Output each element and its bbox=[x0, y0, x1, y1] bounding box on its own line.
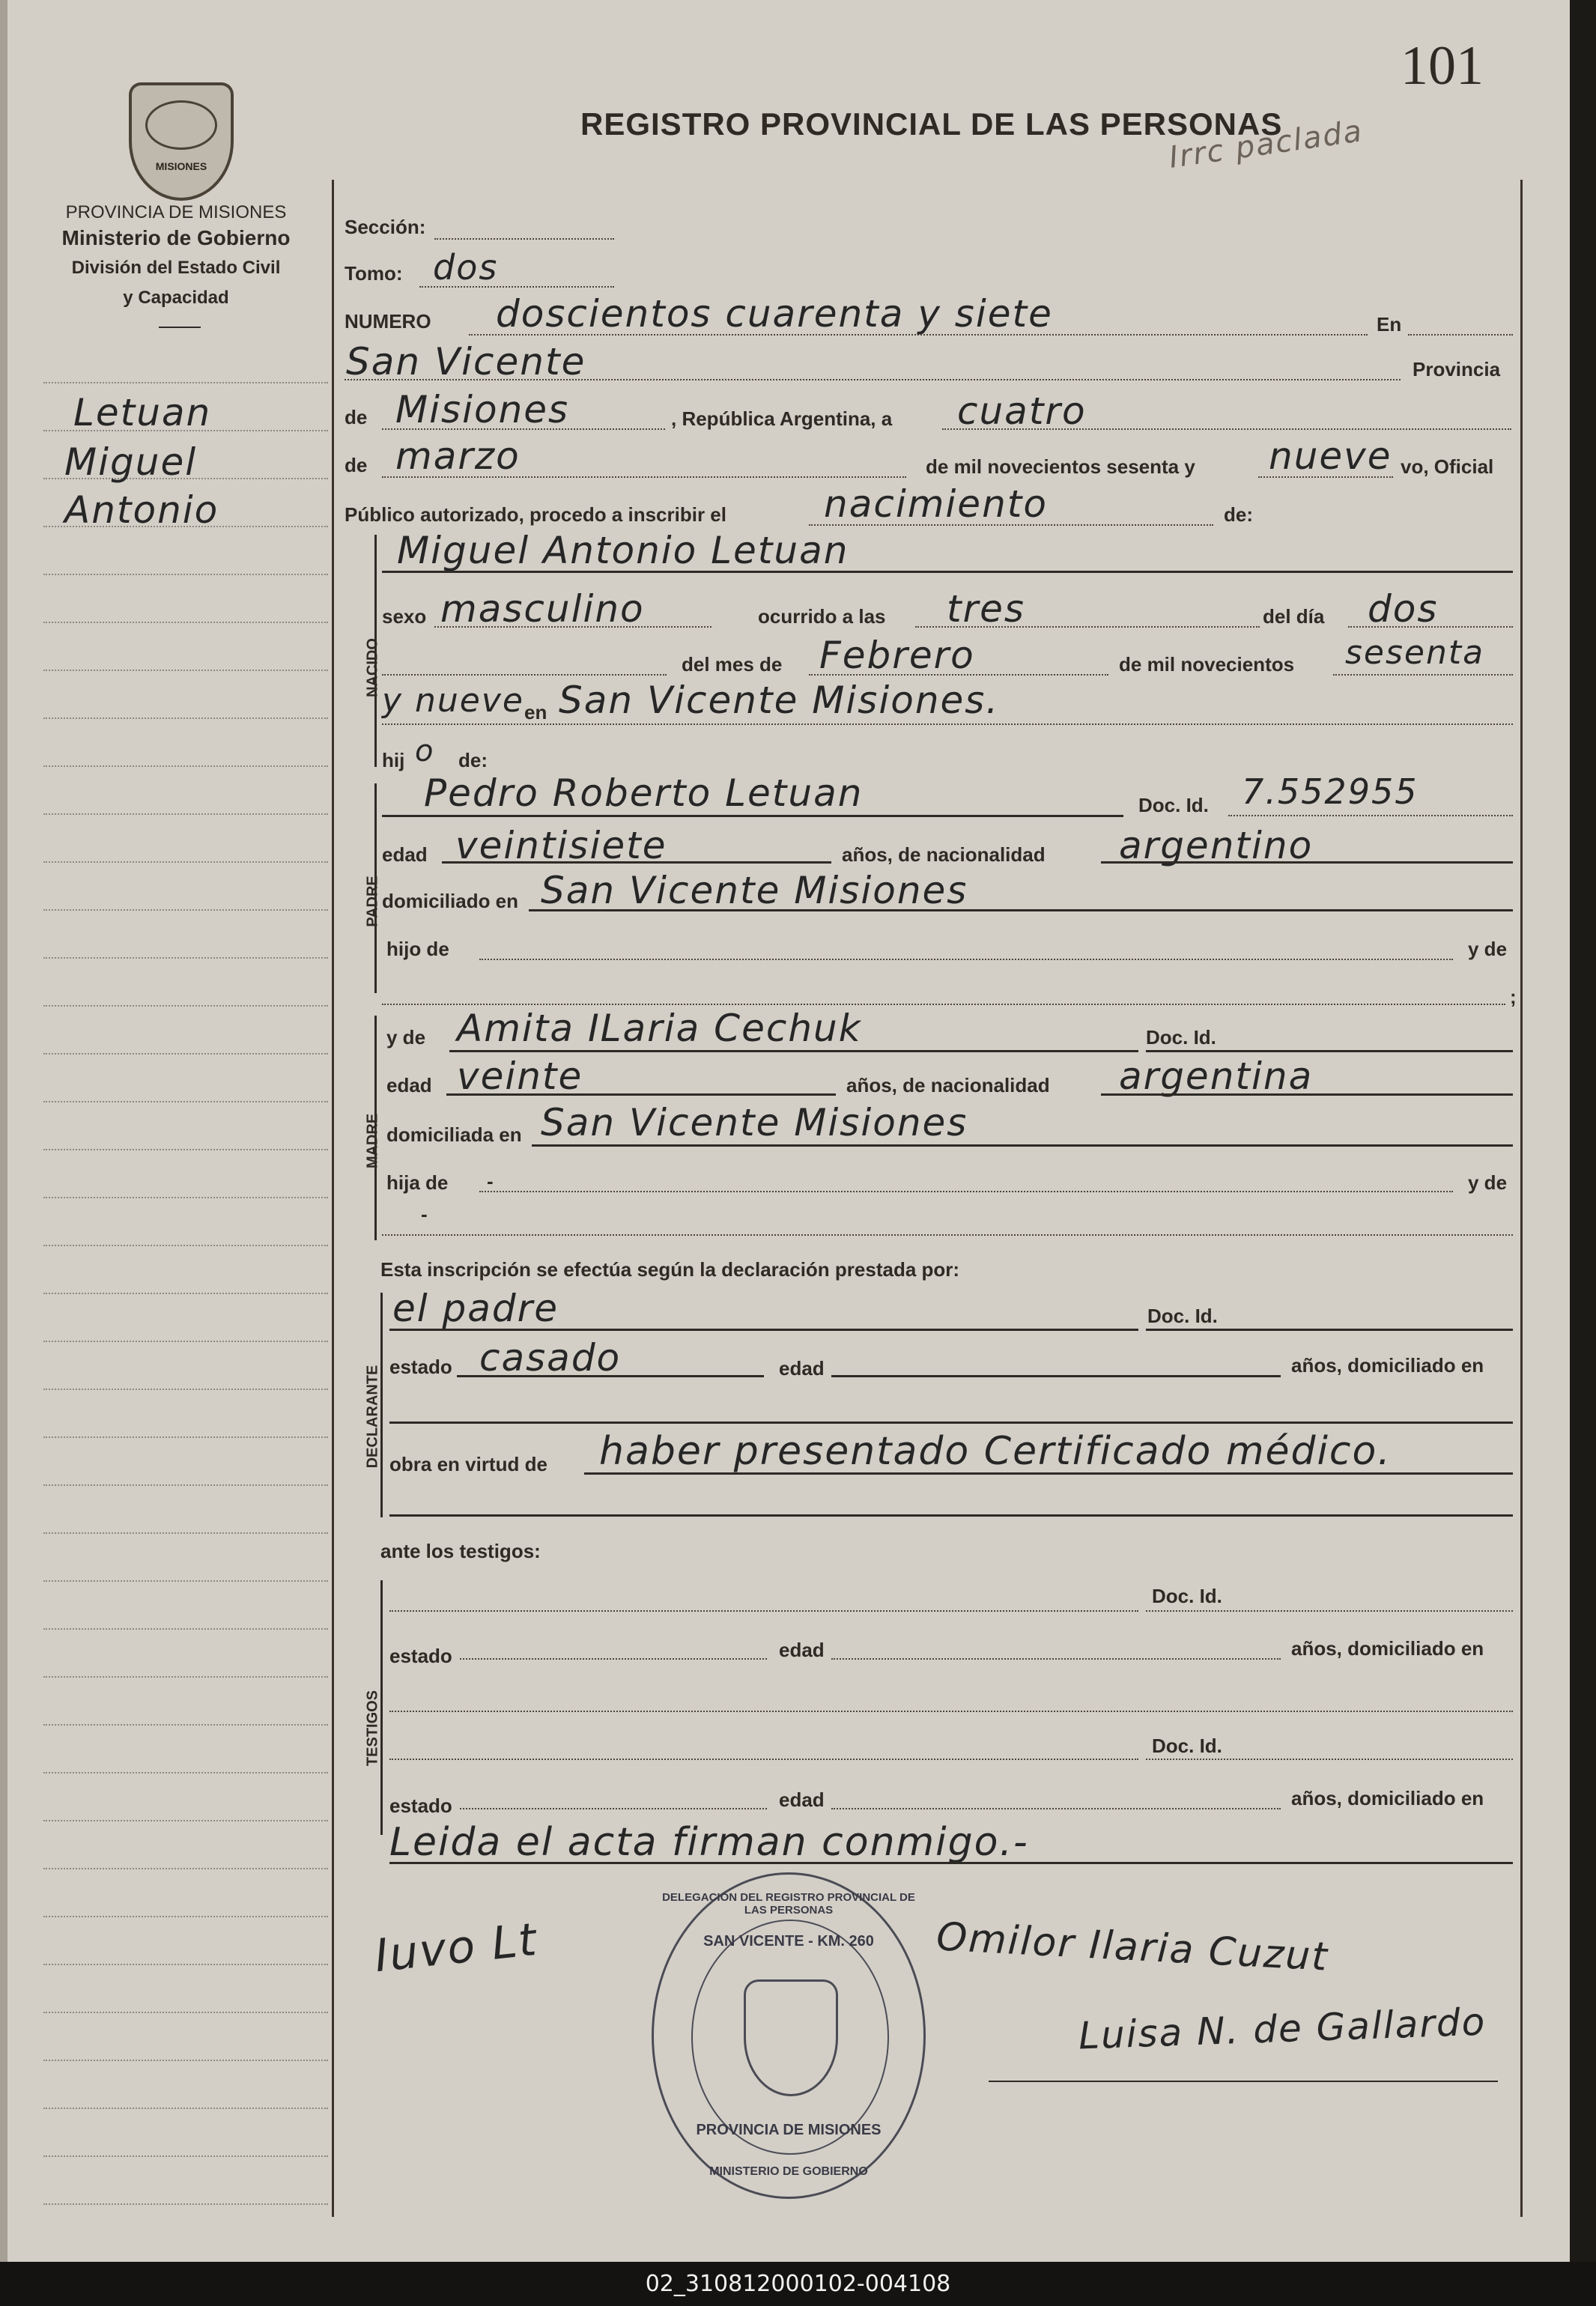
line-seccion bbox=[434, 238, 614, 240]
line-padre-nac bbox=[1101, 861, 1513, 864]
line-padre-dom bbox=[529, 909, 1513, 911]
divider bbox=[159, 327, 201, 328]
madre-hija-de: - bbox=[487, 1170, 494, 1192]
section-testigos: TESTIGOS bbox=[364, 1690, 381, 1767]
label-de-colon2: de: bbox=[458, 749, 488, 771]
label-y-de-madre: y de bbox=[386, 1026, 426, 1049]
line-lugar bbox=[345, 379, 1401, 380]
label-obra: obra en virtud de bbox=[389, 1453, 547, 1475]
label-en-lugar: en bbox=[524, 701, 547, 723]
line-sexo bbox=[434, 626, 711, 628]
line-madre-nac bbox=[1101, 1093, 1513, 1096]
value-anio: nueve bbox=[1269, 434, 1392, 478]
line-madre-edad bbox=[446, 1093, 836, 1096]
margin-ruled-line bbox=[43, 861, 328, 864]
madre-nombre: Amita ILaria Cechuk bbox=[457, 1007, 862, 1050]
stamp-crest-icon bbox=[744, 1979, 838, 2096]
madre-dash: - bbox=[421, 1203, 428, 1225]
margin-middle-name: Antonio bbox=[64, 488, 219, 532]
official-stamp bbox=[652, 1872, 926, 2199]
line-hijo-de bbox=[479, 959, 1453, 960]
margin-ruled-line bbox=[43, 574, 328, 576]
margin-ruled-line bbox=[43, 765, 328, 768]
line-declarante-dom bbox=[389, 1421, 1513, 1424]
margin-ruled-line bbox=[43, 909, 328, 911]
line-declarante-estado bbox=[457, 1375, 764, 1377]
declarante-obra: haber presentado Certificado médico. bbox=[599, 1429, 1392, 1474]
margin-ruled-line bbox=[43, 1628, 328, 1630]
label-edad-padre: edad bbox=[382, 843, 428, 866]
page-number: 101 bbox=[1401, 35, 1484, 97]
label-del-dia: del día bbox=[1263, 605, 1325, 628]
line-declarante-edad bbox=[831, 1375, 1281, 1377]
line-padre-doc bbox=[1228, 815, 1513, 816]
margin-ruled-line bbox=[43, 2155, 328, 2158]
stamp-bottom-text: PROVINCIA DE MISIONES bbox=[696, 2122, 882, 2138]
margin-ruled-line bbox=[43, 1916, 328, 1918]
margin-ruled-line bbox=[43, 2012, 328, 2014]
label-ocurrido: ocurrido a las bbox=[758, 605, 886, 628]
line-provincia bbox=[382, 428, 665, 430]
right-rule bbox=[1520, 180, 1523, 2217]
margin-ruled-line bbox=[43, 1053, 328, 1055]
line-madre-dom bbox=[532, 1144, 1513, 1147]
margin-ruled-line bbox=[43, 1580, 328, 1583]
label-y-de: y de bbox=[1468, 938, 1508, 960]
margin-ruled-line bbox=[43, 670, 328, 672]
label-anos-testigo2: años, domiciliado en bbox=[1291, 1787, 1484, 1809]
margin-ruled-line bbox=[43, 382, 328, 384]
line-acto bbox=[809, 524, 1213, 526]
margin-ruled-line bbox=[43, 1341, 328, 1343]
line-dia bbox=[942, 428, 1511, 430]
line-madre-nombre bbox=[449, 1050, 1138, 1052]
line-mes-nac bbox=[809, 674, 1108, 676]
signature-3: Luisa N. de Gallardo bbox=[1078, 2000, 1487, 2058]
province-name: PROVINCIA DE MISIONES bbox=[65, 202, 287, 222]
capacity-name: y Capacidad bbox=[123, 288, 229, 308]
label-republica: , República Argentina, a bbox=[671, 407, 893, 430]
line-testigo1-edad bbox=[831, 1658, 1281, 1660]
line-padre-edad bbox=[442, 861, 831, 864]
madre-edad: veinte bbox=[457, 1055, 583, 1098]
line-madre-doc bbox=[1146, 1050, 1513, 1052]
line-cierre bbox=[389, 1862, 1513, 1864]
label-mil-sesenta: de mil novecientos sesenta y bbox=[926, 455, 1195, 478]
line-obra-2 bbox=[389, 1514, 1513, 1517]
line-mes bbox=[382, 476, 906, 478]
line-testigo2-doc bbox=[1146, 1759, 1513, 1760]
value-anio-nac-b: y nueve bbox=[382, 682, 524, 720]
line-declarante-nombre bbox=[389, 1329, 1138, 1331]
stamp-outer-text: DELEGACION DEL REGISTRO PROVINCIAL DE LAS PERSONAS bbox=[662, 1891, 915, 1917]
label-dom-madre: domiciliada en bbox=[386, 1123, 522, 1146]
cierre: Leida el acta firman conmigo.- bbox=[389, 1820, 1029, 1865]
label-anos-testigo1: años, domiciliado en bbox=[1291, 1637, 1484, 1660]
value-acto: nacimiento bbox=[824, 482, 1048, 526]
value-anio-nac-a: sesenta bbox=[1345, 634, 1485, 672]
line-numero bbox=[469, 334, 1368, 336]
label-anos-dom-declarante: años, domiciliado en bbox=[1291, 1354, 1484, 1377]
value-mes-nac: Febrero bbox=[819, 634, 975, 677]
madre-nacionalidad: argentina bbox=[1119, 1055, 1314, 1098]
line-testigo2-edad bbox=[831, 1808, 1281, 1809]
label-en: En bbox=[1377, 313, 1402, 336]
margin-ruled-line bbox=[43, 1197, 328, 1199]
margin-ruled-line bbox=[43, 2203, 328, 2206]
label-edad-declarante: edad bbox=[779, 1357, 825, 1380]
value-dia: cuatro bbox=[957, 389, 1087, 433]
label-de-mil: de mil novecientos bbox=[1119, 653, 1295, 676]
page-title: REGISTRO PROVINCIAL DE LAS PERSONAS bbox=[580, 106, 1283, 142]
footer-id: 02_310812000102-004108 bbox=[645, 2271, 951, 2297]
line-testigo1-dom bbox=[389, 1711, 1513, 1712]
margin-ruled-line bbox=[43, 1820, 328, 1822]
line-testigo2-nombre bbox=[389, 1759, 1138, 1760]
margin-ruled-line bbox=[43, 1964, 328, 1966]
label-publico: Público autorizado, procedo a inscribir el bbox=[345, 503, 726, 526]
margin-ruled-line bbox=[43, 957, 328, 959]
label-doc-testigo1: Doc. Id. bbox=[1152, 1585, 1222, 1607]
line-tomo bbox=[419, 286, 614, 288]
padre-nacionalidad: argentino bbox=[1119, 824, 1314, 867]
label-ante: ante los testigos: bbox=[380, 1540, 541, 1562]
label-seccion: Sección: bbox=[345, 216, 426, 238]
stamp-bottom2-text: MINISTERIO DE GOBIERNO bbox=[709, 2165, 868, 2178]
margin-ruled-line bbox=[43, 1389, 328, 1391]
label-y-de-2: y de bbox=[1468, 1171, 1508, 1194]
margin-ruled-line bbox=[43, 1484, 328, 1487]
line-nombre bbox=[382, 571, 1513, 573]
value-dia-nac: dos bbox=[1368, 587, 1439, 631]
margin-ruled-line bbox=[43, 1868, 328, 1870]
binding-edge bbox=[0, 0, 7, 2262]
line-dia-nac bbox=[1348, 626, 1513, 628]
label-doc-testigo2: Doc. Id. bbox=[1152, 1735, 1222, 1757]
margin-ruled-line bbox=[43, 2108, 328, 2110]
label-sexo: sexo bbox=[382, 605, 427, 628]
line-en bbox=[1408, 334, 1513, 336]
label-provincia: Provincia bbox=[1413, 358, 1501, 380]
label-edad-testigo2: edad bbox=[779, 1788, 825, 1811]
label-tomo: Tomo: bbox=[345, 262, 403, 285]
crest-icon bbox=[129, 82, 234, 201]
value-hora: tres bbox=[947, 587, 1025, 631]
label-estado-testigo1: estado bbox=[389, 1645, 452, 1667]
stamp-mid-text: SAN VICENTE - KM. 260 bbox=[703, 1933, 874, 1950]
section-padre: PADRE bbox=[364, 876, 381, 927]
margin-ruled-line bbox=[43, 1245, 328, 1247]
label-nac-padre: años, de nacionalidad bbox=[842, 843, 1046, 866]
label-dom-padre: domiciliado en bbox=[382, 890, 519, 912]
margin-ruled-line bbox=[43, 2060, 328, 2062]
crest-label: MISIONES bbox=[155, 160, 207, 172]
margin-ruled-line bbox=[43, 1724, 328, 1726]
line-testigo2-estado bbox=[460, 1808, 767, 1809]
label-hijo: hij bbox=[382, 749, 405, 771]
line-hijo-de2 bbox=[382, 1004, 1505, 1005]
margin-ruled-line bbox=[43, 717, 328, 720]
line-testigo1-estado bbox=[460, 1658, 767, 1660]
label-doc-padre: Doc. Id. bbox=[1138, 794, 1209, 816]
padre-domicilio: San Vicente Misiones bbox=[541, 869, 968, 912]
padre-doc: 7.552955 bbox=[1242, 771, 1419, 812]
label-estado-testigo2: estado bbox=[389, 1794, 452, 1817]
margin-ruled-line bbox=[43, 1149, 328, 1151]
section-declarante: DECLARANTE bbox=[364, 1365, 381, 1469]
label-doc-declarante: Doc. Id. bbox=[1147, 1305, 1218, 1327]
margin-first-name: Miguel bbox=[64, 440, 198, 484]
margin-ruled-line bbox=[43, 1532, 328, 1535]
label-numero: NUMERO bbox=[345, 310, 431, 333]
division-name: División del Estado Civil bbox=[71, 258, 281, 278]
line-blank-mes bbox=[382, 674, 667, 676]
value-provincia: Misiones bbox=[395, 388, 570, 431]
margin-ruled-line bbox=[43, 622, 328, 624]
margin-ruled-line bbox=[43, 1101, 328, 1103]
value-lugar-nac: San Vicente Misiones. bbox=[559, 679, 1000, 722]
line-padre-nombre bbox=[382, 815, 1123, 817]
line-anio-nac-a bbox=[1333, 674, 1513, 676]
label-de: de bbox=[345, 406, 368, 428]
line-declarante-doc bbox=[1146, 1329, 1513, 1331]
value-sexo: masculino bbox=[440, 587, 645, 631]
value-hijo-sufijo: o bbox=[415, 734, 435, 768]
label-hijo-de: hijo de bbox=[386, 938, 449, 960]
line-lugar-nac bbox=[382, 723, 1513, 725]
footer-bar bbox=[0, 2262, 1596, 2306]
label-hija-de: hija de bbox=[386, 1171, 449, 1194]
label-del-mes: del mes de bbox=[682, 653, 783, 676]
label-edad-madre: edad bbox=[386, 1074, 432, 1096]
padre-edad: veintisiete bbox=[455, 824, 667, 867]
margin-ruled-line bbox=[43, 1772, 328, 1774]
margin-surname: Letuan bbox=[73, 391, 212, 434]
line-signature-3 bbox=[989, 2081, 1498, 2082]
margin-ruled-line bbox=[43, 1293, 328, 1295]
line-obra bbox=[584, 1472, 1513, 1475]
label-semicolon: ; bbox=[1510, 986, 1517, 1008]
section-madre: MADRE bbox=[364, 1113, 381, 1169]
madre-domicilio: San Vicente Misiones bbox=[541, 1101, 968, 1144]
label-estado-declarante: estado bbox=[389, 1356, 452, 1378]
label-doc-madre: Doc. Id. bbox=[1146, 1026, 1216, 1049]
value-nombre: Miguel Antonio Letuan bbox=[397, 529, 849, 572]
margin-ruled-line bbox=[43, 1436, 328, 1439]
value-numero: doscientos cuarenta y siete bbox=[496, 292, 1053, 336]
signature-2: Omilor Ilaria Cuzut bbox=[935, 1914, 1330, 1980]
label-edad-testigo1: edad bbox=[779, 1639, 825, 1661]
ministry-name: Ministerio de Gobierno bbox=[61, 226, 291, 249]
line-testigo1-nombre bbox=[389, 1610, 1138, 1612]
line-anio bbox=[1258, 476, 1393, 478]
line-hora bbox=[915, 626, 1260, 628]
label-nac-madre: años, de nacionalidad bbox=[846, 1074, 1050, 1096]
label-inscripcion: Esta inscripción se efectúa según la declaración prestada por: bbox=[380, 1258, 960, 1281]
signature-1: Iuvo Lt bbox=[371, 1913, 541, 1983]
line-testigo1-doc bbox=[1146, 1610, 1513, 1612]
line-hija-de bbox=[479, 1191, 1453, 1192]
margin-ruled-line bbox=[43, 813, 328, 816]
padre-nombre: Pedro Roberto Letuan bbox=[424, 771, 864, 815]
value-mes: marzo bbox=[395, 434, 521, 478]
line-hija-de2 bbox=[382, 1234, 1513, 1236]
label-de-colon: de: bbox=[1224, 503, 1253, 526]
section-nacido: NACIDO bbox=[364, 638, 381, 697]
value-tomo: dos bbox=[433, 247, 499, 288]
margin-ruled-line bbox=[43, 1676, 328, 1678]
value-lugar: San Vicente bbox=[346, 340, 586, 383]
declarante-nombre: el padre bbox=[392, 1287, 559, 1330]
top-signature: Irrc paclada bbox=[1167, 114, 1365, 175]
label-de2: de bbox=[345, 454, 368, 476]
label-oficial: vo, Oficial bbox=[1401, 455, 1494, 478]
margin-rule bbox=[332, 180, 334, 2217]
declarante-estado: casado bbox=[479, 1336, 622, 1380]
margin-ruled-line bbox=[43, 1005, 328, 1007]
